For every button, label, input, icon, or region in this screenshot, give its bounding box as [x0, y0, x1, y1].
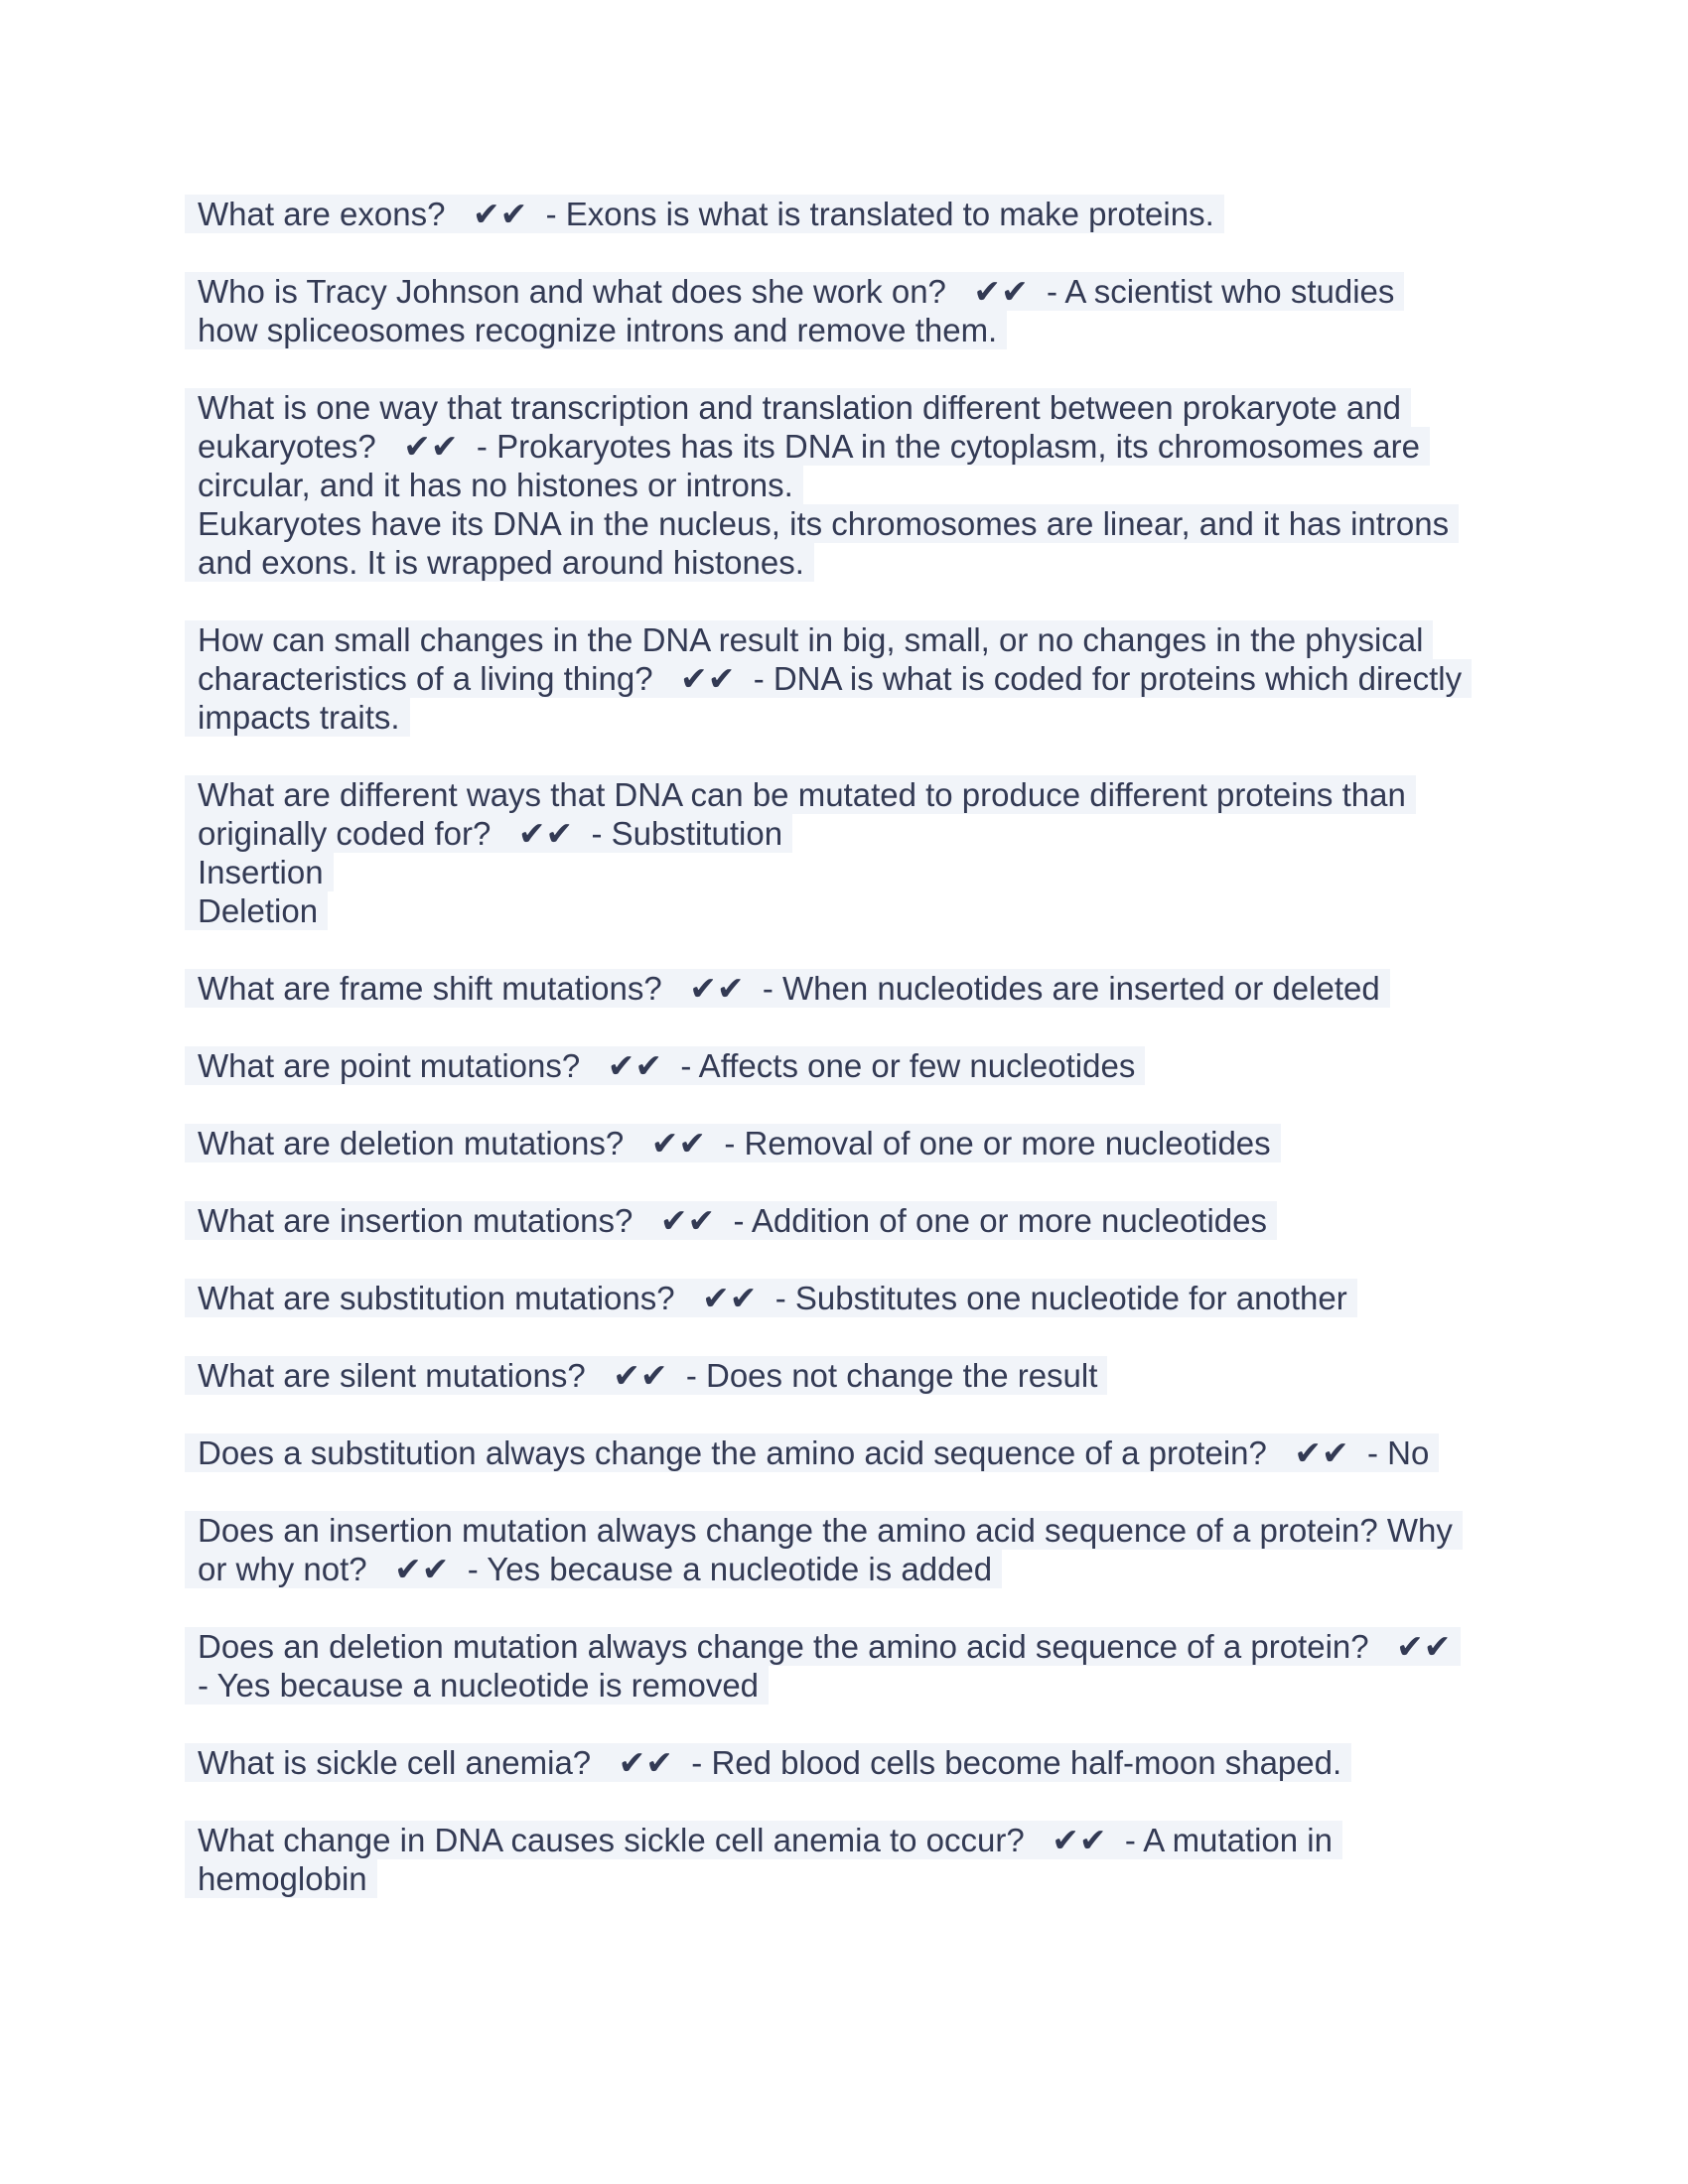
qa-item-mutation-ways [198, 775, 1648, 930]
text-line [198, 698, 1648, 737]
text-line [198, 1743, 1648, 1782]
text-line [198, 853, 1648, 891]
highlighted-text: Does an deletion mutation always change the amino acid sequence of a protein? ✔✔ [185, 1627, 1461, 1666]
highlighted-text: hemoglobin [185, 1859, 377, 1898]
highlighted-text: Does an insertion mutation always change the amino acid sequence of a protein? Why [185, 1511, 1463, 1550]
qa-item-deletion-always [198, 1627, 1648, 1705]
highlighted-text: characteristics of a living thing? ✔✔ - DNA is what is coded for proteins which directly [185, 659, 1472, 698]
highlighted-text: What are exons? ✔✔ - Exons is what is translated to make proteins. [185, 195, 1224, 233]
text-line [198, 775, 1648, 814]
text-line [198, 1511, 1648, 1550]
highlighted-text: circular, and it has no histones or introns. [185, 466, 803, 504]
highlighted-text: eukaryotes? ✔✔ - Prokaryotes has its DNA in the cytoplasm, its chromosomes are [185, 427, 1430, 466]
highlighted-text: What change in DNA causes sickle cell anemia to occur? ✔✔ - A mutation in [185, 1821, 1342, 1859]
highlighted-text: What are point mutations? ✔✔ - Affects one or few nucleotides [185, 1046, 1145, 1085]
highlighted-text: Insertion [185, 853, 334, 891]
text-line [198, 1201, 1648, 1240]
highlighted-text: how spliceosomes recognize introns and remove them. [185, 311, 1007, 349]
text-line [198, 1859, 1648, 1898]
text-line [198, 969, 1648, 1008]
text-line [198, 195, 1648, 233]
highlighted-text: and exons. It is wrapped around histones. [185, 543, 814, 582]
text-line [198, 1279, 1648, 1317]
text-line [198, 388, 1648, 427]
text-line [198, 814, 1648, 853]
text-line [198, 543, 1648, 582]
text-line [198, 427, 1648, 466]
text-line [198, 891, 1648, 930]
qa-item-small-dna-changes [198, 620, 1648, 737]
text-line [198, 466, 1648, 504]
highlighted-text: Who is Tracy Johnson and what does she work on? ✔✔ - A scientist who studies [185, 272, 1404, 311]
highlighted-text: originally coded for? ✔✔ - Substitution [185, 814, 792, 853]
qa-item-substitution-mutations [198, 1279, 1648, 1317]
highlighted-text: What is one way that transcription and translation different between prokaryote and [185, 388, 1411, 427]
qa-item-prokaryote-eukaryote [198, 388, 1648, 582]
qa-item-deletion-mutations [198, 1124, 1648, 1162]
qa-item-sickle-cell-cause [198, 1821, 1648, 1898]
qa-item-substitution-always [198, 1433, 1648, 1472]
text-line [198, 1550, 1648, 1588]
qa-item-silent-mutations [198, 1356, 1648, 1395]
highlighted-text: What is sickle cell anemia? ✔✔ - Red blood cells become half-moon shaped. [185, 1743, 1351, 1782]
qa-item-insertion-mutations [198, 1201, 1648, 1240]
text-line [198, 504, 1648, 543]
text-line [198, 1821, 1648, 1859]
qa-item-exons [198, 195, 1648, 233]
text-line [198, 1666, 1648, 1705]
highlighted-text: impacts traits. [185, 698, 410, 737]
highlighted-text: What are substitution mutations? ✔✔ - Substitutes one nucleotide for another [185, 1279, 1357, 1317]
highlighted-text: What are deletion mutations? ✔✔ - Removal of one or more nucleotides [185, 1124, 1281, 1162]
qa-item-frame-shift [198, 969, 1648, 1008]
qa-item-point-mutations [198, 1046, 1648, 1085]
qa-item-sickle-cell [198, 1743, 1648, 1782]
highlighted-text: What are frame shift mutations? ✔✔ - When nucleotides are inserted or deleted [185, 969, 1390, 1008]
text-line [198, 659, 1648, 698]
text-line [198, 272, 1648, 311]
qa-item-tracy-johnson [198, 272, 1648, 349]
highlighted-text: - Yes because a nucleotide is removed [185, 1666, 769, 1705]
highlighted-text: How can small changes in the DNA result in big, small, or no changes in the physical [185, 620, 1433, 659]
highlighted-text: or why not? ✔✔ - Yes because a nucleotide is added [185, 1550, 1002, 1588]
text-line [198, 620, 1648, 659]
qa-item-insertion-always [198, 1511, 1648, 1588]
text-line [198, 311, 1648, 349]
highlighted-text: What are different ways that DNA can be mutated to produce different proteins than [185, 775, 1416, 814]
highlighted-text: What are silent mutations? ✔✔ - Does not change the result [185, 1356, 1107, 1395]
text-line [198, 1046, 1648, 1085]
text-line [198, 1124, 1648, 1162]
highlighted-text: Deletion [185, 891, 328, 930]
highlighted-text: Eukaryotes have its DNA in the nucleus, its chromosomes are linear, and it has introns [185, 504, 1459, 543]
highlighted-text: What are insertion mutations? ✔✔ - Addition of one or more nucleotides [185, 1201, 1277, 1240]
text-line [198, 1627, 1648, 1666]
text-line [198, 1433, 1648, 1472]
highlighted-text: Does a substitution always change the amino acid sequence of a protein? ✔✔ - No [185, 1433, 1439, 1472]
text-line [198, 1356, 1648, 1395]
